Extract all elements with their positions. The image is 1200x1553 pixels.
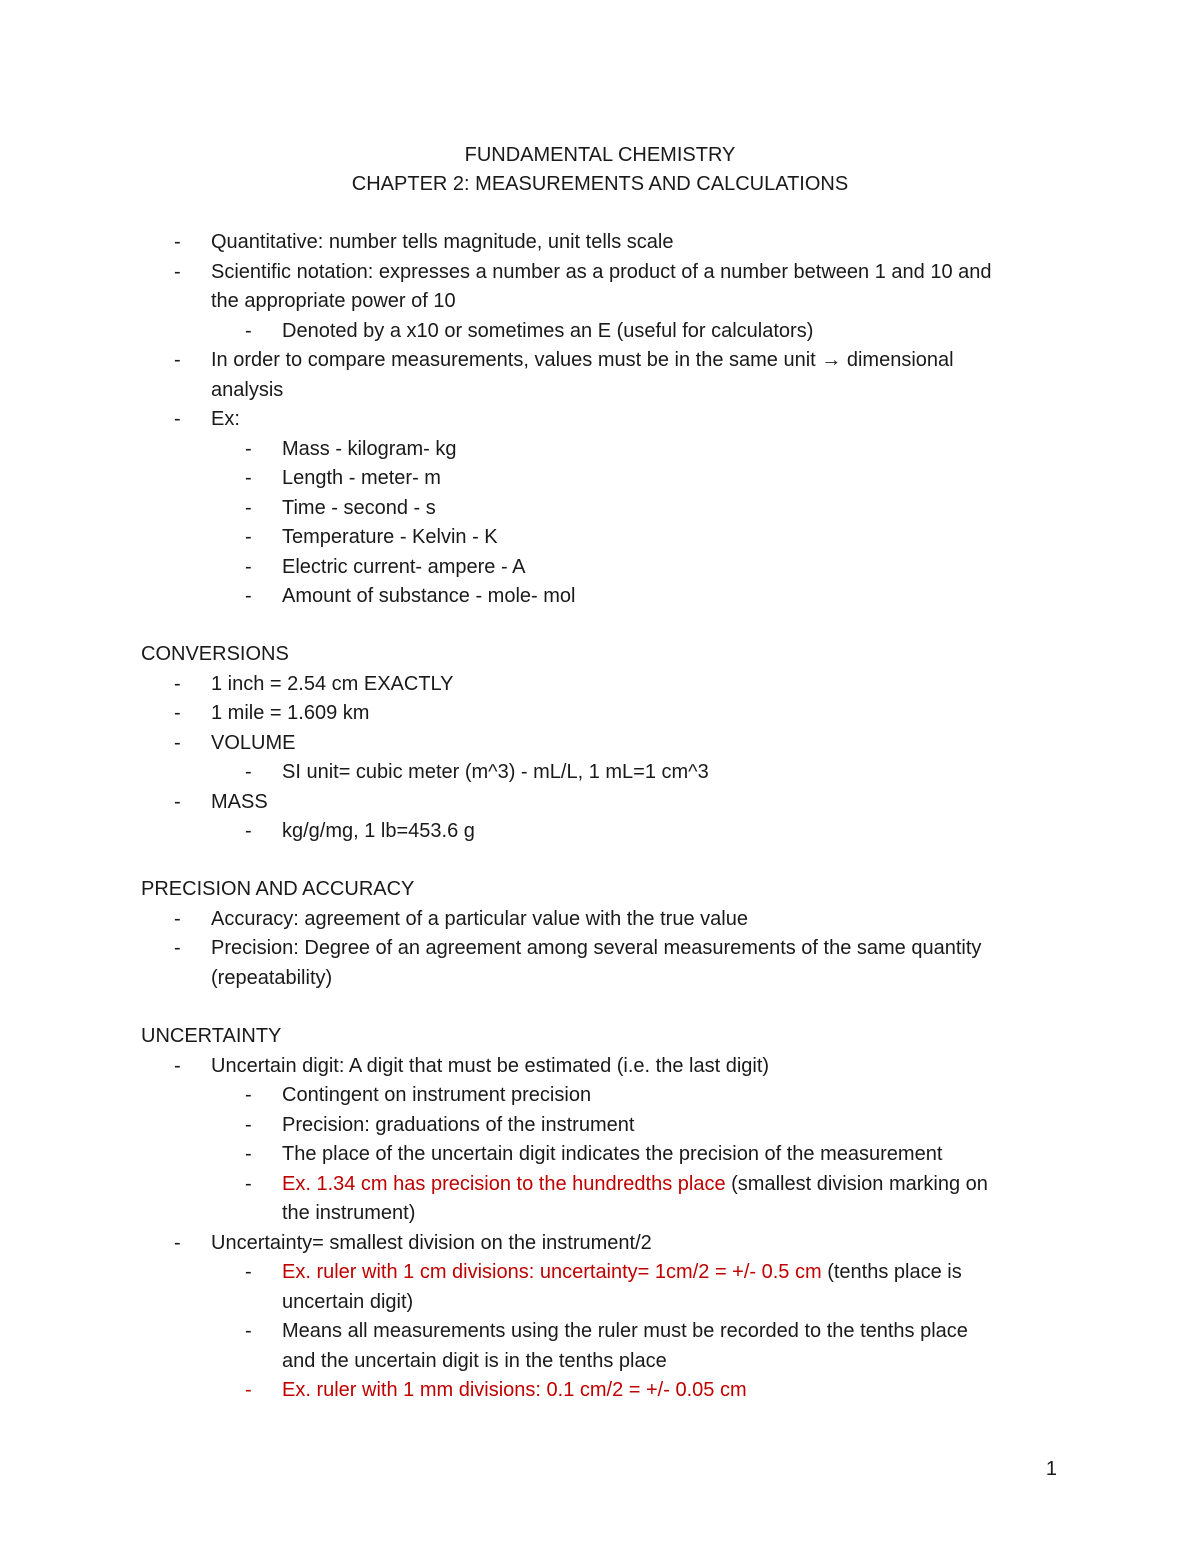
example-highlight-text: Ex. ruler with 1 mm divisions: 0.1 cm/2 = +/- 0.05 cm	[282, 1379, 747, 1401]
list-item	[141, 729, 1101, 759]
precision-section	[141, 875, 1101, 993]
list-item-text: Means all measurements using the ruler must be recorded to the tenths place	[282, 1320, 968, 1342]
bullet-dash: -	[245, 496, 252, 519]
sub-list-item	[141, 523, 1101, 553]
bullet-dash: -	[245, 1379, 252, 1401]
bullet-dash: -	[174, 1231, 181, 1254]
list-item-text: Ex:	[211, 408, 240, 430]
list-item-text: MASS	[211, 790, 268, 813]
sub-list-item	[141, 1376, 1101, 1406]
list-item	[141, 905, 1101, 935]
list-item-continuation: the appropriate power of 10	[211, 290, 456, 312]
list-item-text: 1 mile = 1.609 km	[211, 702, 370, 724]
list-item	[141, 228, 1101, 258]
sub-list-item	[141, 464, 1101, 494]
list-item-text: Mass - kilogram- kg	[282, 437, 457, 460]
list-item-text: Electric current- ampere - A	[282, 555, 526, 578]
list-item-text: kg/g/mg, 1 lb=453.6 g	[282, 820, 475, 842]
example-highlight-text: Ex. ruler with 1 cm divisions: uncertainty= 1cm/2 = +/- 0.5 cm	[282, 1261, 822, 1283]
document-title: FUNDAMENTAL CHEMISTRY	[464, 144, 736, 166]
list-item	[141, 1052, 1101, 1082]
example-highlight-text: Ex. 1.34 cm has precision to the hundredths place	[282, 1172, 726, 1195]
list-item-text: Precision: Degree of an agreement among several measurements of the same quantity	[211, 937, 982, 959]
sub-list-item	[141, 1140, 1101, 1170]
bullet-dash: -	[174, 790, 181, 813]
list-item-text: Quantitative: number tells magnitude, unit tells scale	[211, 231, 674, 253]
sub-list-item	[141, 1111, 1101, 1141]
bullet-dash: -	[245, 761, 252, 783]
list-item-text: Precision: graduations of the instrument	[282, 1113, 635, 1136]
sub-list-item	[141, 435, 1101, 465]
list-item-text: The place of the uncertain digit indicates the precision of the measurement	[282, 1143, 943, 1165]
bullet-dash: -	[245, 319, 252, 342]
section-heading: UNCERTAINTY	[141, 1025, 282, 1047]
list-item	[141, 1229, 1101, 1259]
bullet-dash: -	[174, 231, 181, 253]
bullet-dash: -	[245, 467, 252, 489]
list-item-text: Denoted by a x10 or sometimes an E (useful for calculators)	[282, 319, 814, 342]
bullet-dash: -	[245, 1261, 252, 1283]
bullet-dash: -	[174, 672, 181, 695]
list-item-text: VOLUME	[211, 731, 296, 754]
list-item-text: (smallest division marking on	[725, 1172, 988, 1195]
bullet-dash: -	[245, 555, 252, 578]
bullet-dash: -	[174, 702, 181, 724]
list-item	[141, 699, 1101, 729]
sub-list-item	[141, 1317, 1101, 1347]
sub-list-item	[141, 1170, 1101, 1200]
list-item-text: In order to compare measurements, values must be in the same unit → dimensional	[211, 349, 954, 371]
list-item-continuation: (repeatability)	[211, 966, 333, 989]
bullet-dash: -	[174, 937, 181, 959]
list-item-text: Length - meter- m	[282, 467, 441, 489]
list-item-continuation: and the uncertain digit is in the tenths place	[282, 1349, 667, 1372]
list-item-text: (tenths place is	[821, 1261, 962, 1283]
list-item	[141, 934, 1101, 964]
list-item-continuation: uncertain digit)	[282, 1290, 414, 1313]
bullet-dash: -	[245, 1113, 252, 1136]
list-item-text: 1 inch = 2.54 cm EXACTLY	[211, 672, 454, 695]
bullet-dash: -	[245, 526, 252, 548]
list-item	[141, 670, 1101, 700]
page-number: 1	[1045, 1458, 1057, 1480]
list-item-text: Temperature - Kelvin - K	[282, 526, 498, 548]
list-item-continuation: the instrument)	[282, 1202, 416, 1224]
section-heading: PRECISION AND ACCURACY	[141, 878, 415, 900]
sub-list-item	[141, 758, 1101, 788]
list-item-text: SI unit= cubic meter (m^3) - mL/L, 1 mL=1 cm^3	[282, 761, 709, 783]
bullet-dash: -	[174, 260, 181, 283]
bullet-dash: -	[245, 1320, 252, 1342]
bullet-dash: -	[245, 1172, 252, 1195]
list-item-text: Uncertain digit: A digit that must be estimated (i.e. the last digit)	[211, 1054, 770, 1077]
uncertainty-section	[141, 1022, 1101, 1406]
list-item-text: Amount of substance - mole- mol	[282, 585, 576, 607]
sub-list-item	[141, 1258, 1101, 1288]
sub-list-item	[141, 317, 1101, 347]
section-heading: CONVERSIONS	[141, 643, 289, 665]
bullet-dash: -	[245, 585, 252, 607]
list-item-text: Time - second - s	[282, 496, 436, 519]
sub-list-item	[141, 817, 1101, 847]
list-item-text: Accuracy: agreement of a particular value with the true value	[211, 907, 748, 930]
list-item-text: Contingent on instrument precision	[282, 1084, 592, 1106]
bullet-dash: -	[174, 1054, 181, 1077]
list-item	[141, 346, 1101, 376]
list-item-continuation: analysis	[211, 378, 284, 401]
bullet-dash: -	[174, 731, 181, 754]
list-item	[141, 405, 1101, 435]
bullet-dash: -	[174, 349, 181, 371]
list-item-text: Scientific notation: expresses a number as a product of a number between 1 and 10 and	[211, 260, 992, 283]
list-item	[141, 258, 1101, 288]
list-item-text: Uncertainty= smallest division on the instrument/2	[211, 1231, 652, 1254]
bullet-dash: -	[174, 408, 181, 430]
intro-section	[141, 228, 1101, 612]
bullet-dash: -	[245, 820, 252, 842]
sub-list-item	[141, 553, 1101, 583]
bullet-dash: -	[245, 437, 252, 460]
list-item	[141, 788, 1101, 818]
conversions-section	[141, 640, 1101, 847]
bullet-dash: -	[245, 1084, 252, 1106]
chapter-title: CHAPTER 2: MEASUREMENTS AND CALCULATIONS	[351, 173, 849, 195]
sub-list-item	[141, 1081, 1101, 1111]
bullet-dash: -	[174, 907, 181, 930]
sub-list-item	[141, 494, 1101, 524]
sub-list-item	[141, 582, 1101, 612]
bullet-dash: -	[245, 1143, 252, 1165]
